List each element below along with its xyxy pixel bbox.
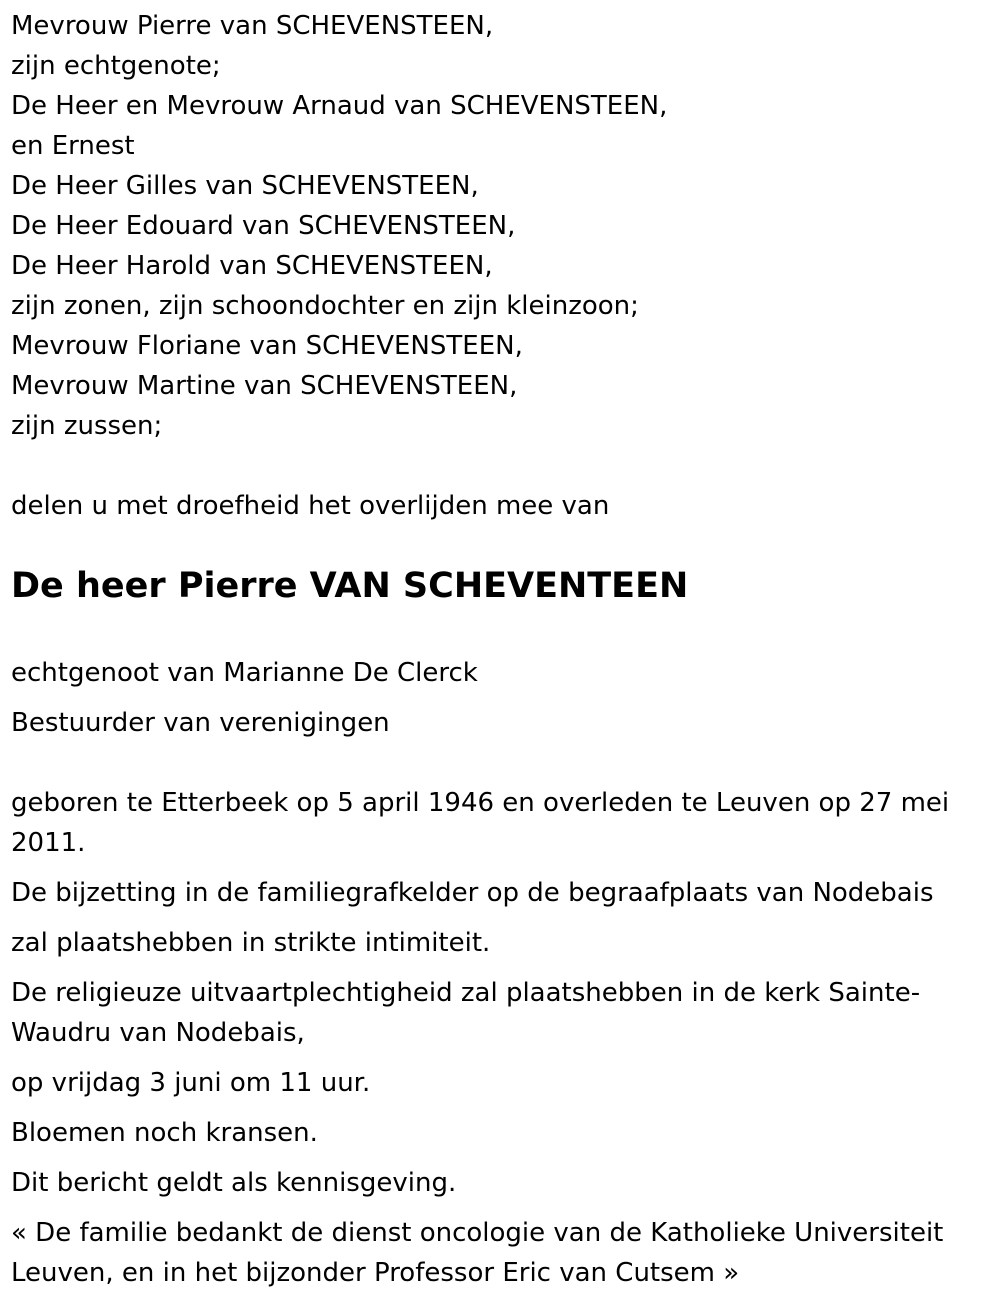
family-line: De Heer Harold van SCHEVENSTEEN,: [11, 251, 493, 281]
funeral-details: [11, 783, 986, 1293]
role-line: Bestuurder van verenigingen: [11, 708, 390, 738]
ceremony-paragraph: De religieuze uitvaartplechtigheid zal plaatshebben in de kerk Sainte-Waudru van Nodebais,: [11, 978, 921, 1048]
family-line: De Heer en Mevrouw Arnaud van SCHEVENSTEEN,: [11, 91, 668, 121]
spacer: [11, 753, 986, 783]
flowers-paragraph: Bloemen noch kransen.: [11, 1118, 318, 1148]
spacer: [11, 446, 986, 486]
deceased-name: De heer Pierre VAN SCHEVENTEEN: [11, 566, 689, 606]
deceased-details: [11, 653, 986, 743]
birth-death-paragraph: geboren te Etterbeek op 5 april 1946 en overleden te Leuven op 27 mei 2011.: [11, 788, 950, 858]
family-line: zijn zussen;: [11, 411, 163, 441]
obituary-notice: [11, 6, 986, 1303]
family-line: De Heer Gilles van SCHEVENSTEEN,: [11, 171, 479, 201]
intro-text: delen u met droefheid het overlijden mee van: [11, 491, 610, 521]
thanks-paragraph: « De familie bedankt de dienst oncologie van de Katholieke Universiteit Leuven, en in het bijzonder Professor Eric van Cutsem »: [11, 1218, 944, 1288]
family-line: Mevrouw Pierre van SCHEVENSTEEN,: [11, 11, 494, 41]
intimacy-paragraph: zal plaatshebben in strikte intimiteit.: [11, 928, 491, 958]
spouse-line: echtgenoot van Marianne De Clerck: [11, 658, 478, 688]
notice-paragraph: Dit bericht geldt als kennisgeving.: [11, 1168, 457, 1198]
family-list: [11, 6, 986, 446]
family-line: zijn echtgenote;: [11, 51, 221, 81]
family-line: De Heer Edouard van SCHEVENSTEEN,: [11, 211, 516, 241]
date-time-paragraph: op vrijdag 3 juni om 11 uur.: [11, 1068, 371, 1098]
family-line: en Ernest: [11, 131, 135, 161]
family-line: zijn zonen, zijn schoondochter en zijn kleinzoon;: [11, 291, 639, 321]
family-line: Mevrouw Martine van SCHEVENSTEEN,: [11, 371, 518, 401]
interment-paragraph: De bijzetting in de familiegrafkelder op de begraafplaats van Nodebais: [11, 878, 934, 908]
family-line: Mevrouw Floriane van SCHEVENSTEEN,: [11, 331, 523, 361]
